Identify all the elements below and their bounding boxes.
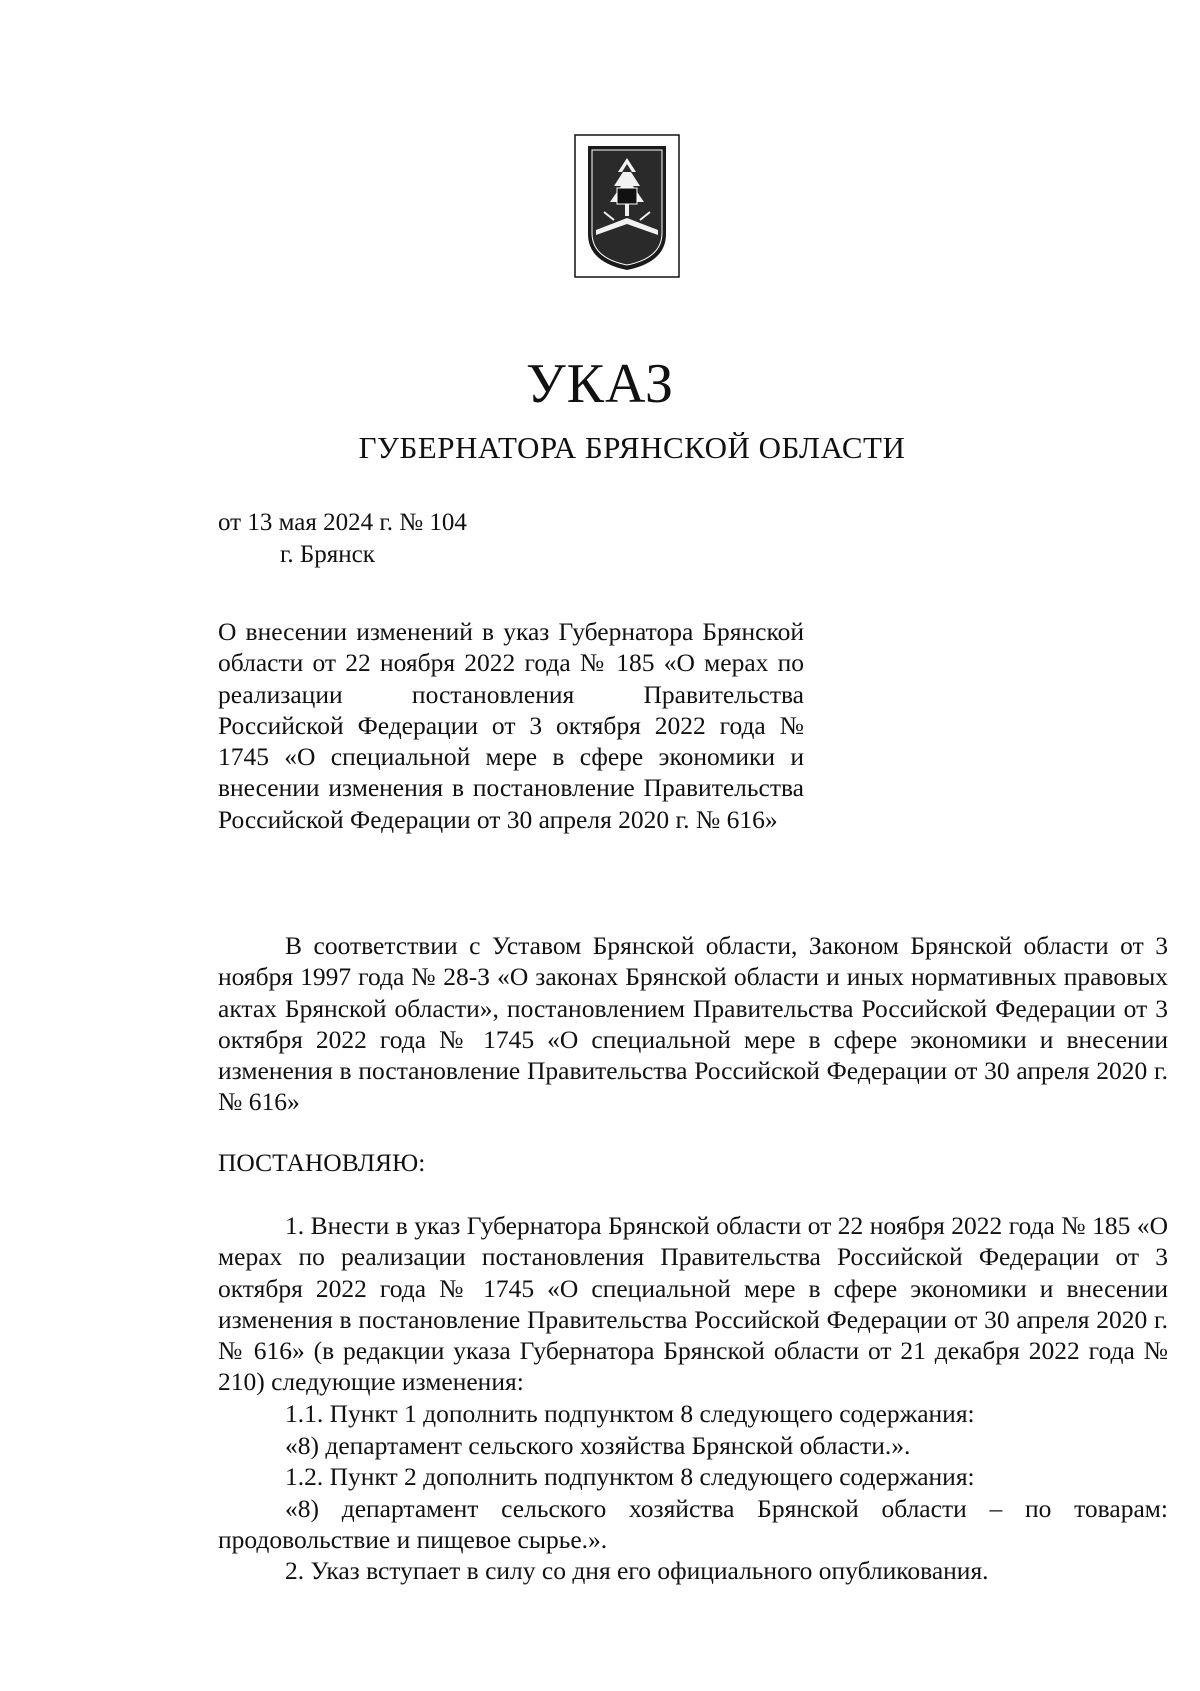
decree-word: ПОСТАНОВЛЯЮ: bbox=[218, 1148, 426, 1177]
preamble-paragraph: В соответствии с Уставом Брянской области, Законом Брянской области от 3 ноября 1997 года № 28-З «О законах Брянской области и иных нормативных правовых актах Брянской области», постановлением Правительства Российской Федерации от 3 октября 2022 года № 1745 «О специальной мере в сфере экономики и внесении изменения в постановление Правительства Российской Федерации от 30 апреля 2020 г. № 616» bbox=[218, 931, 1168, 1117]
item-1: 1. Внести в указ Губернатора Брянской области от 22 ноября 2022 года № 185 «О мерах по реализации постановления Правительства Российской Федерации от 3 октября 2022 года № 1745 «О специальной мере в сфере экономики и внесении изменения в постановление Правительства Российской Федерации от 30 апреля 2020 г. № 616» (в редакции указа Губернатора Брянской области от 21 декабря 2022 года № 210) следующие изменения: bbox=[218, 1211, 1168, 1397]
item-1-1: 1.1. Пункт 1 дополнить подпунктом 8 следующего содержания: bbox=[285, 1399, 975, 1428]
document-heading: О внесении изменений в указ Губернатора Брянской области от 22 ноября 2022 года № 185 «О мерах по реализации постановления Правительства Российской Федерации от 3 октября 2022 года № 1745 «О специальной мере в сфере экономики и внесении изменения в постановление Правительства Российской Федерации от 30 апреля 2020 г. № 616» bbox=[218, 617, 804, 834]
coat-of-arms-emblem bbox=[574, 134, 680, 278]
item-1-2: 1.2. Пункт 2 дополнить подпунктом 8 следующего содержания: bbox=[285, 1462, 975, 1491]
item-1-1-text: «8) департамент сельского хозяйства Брянской области.». bbox=[285, 1431, 911, 1460]
decree-date-number: от 13 мая 2024 г. № 104 bbox=[218, 509, 467, 536]
document-type-title: УКАЗ bbox=[525, 353, 675, 415]
item-1-2-text: «8) департамент сельского хозяйства Брянской области – по товарам: продовольствие и пищевое сырье.». bbox=[218, 1494, 1168, 1555]
coat-of-arms-icon bbox=[574, 134, 680, 278]
decree-city: г. Брянск bbox=[280, 541, 375, 568]
issuer-subtitle: ГУБЕРНАТОРА БРЯНСКОЙ ОБЛАСТИ bbox=[358, 430, 906, 465]
item-2: 2. Указ вступает в силу со дня его официального опубликования. bbox=[285, 1556, 989, 1585]
